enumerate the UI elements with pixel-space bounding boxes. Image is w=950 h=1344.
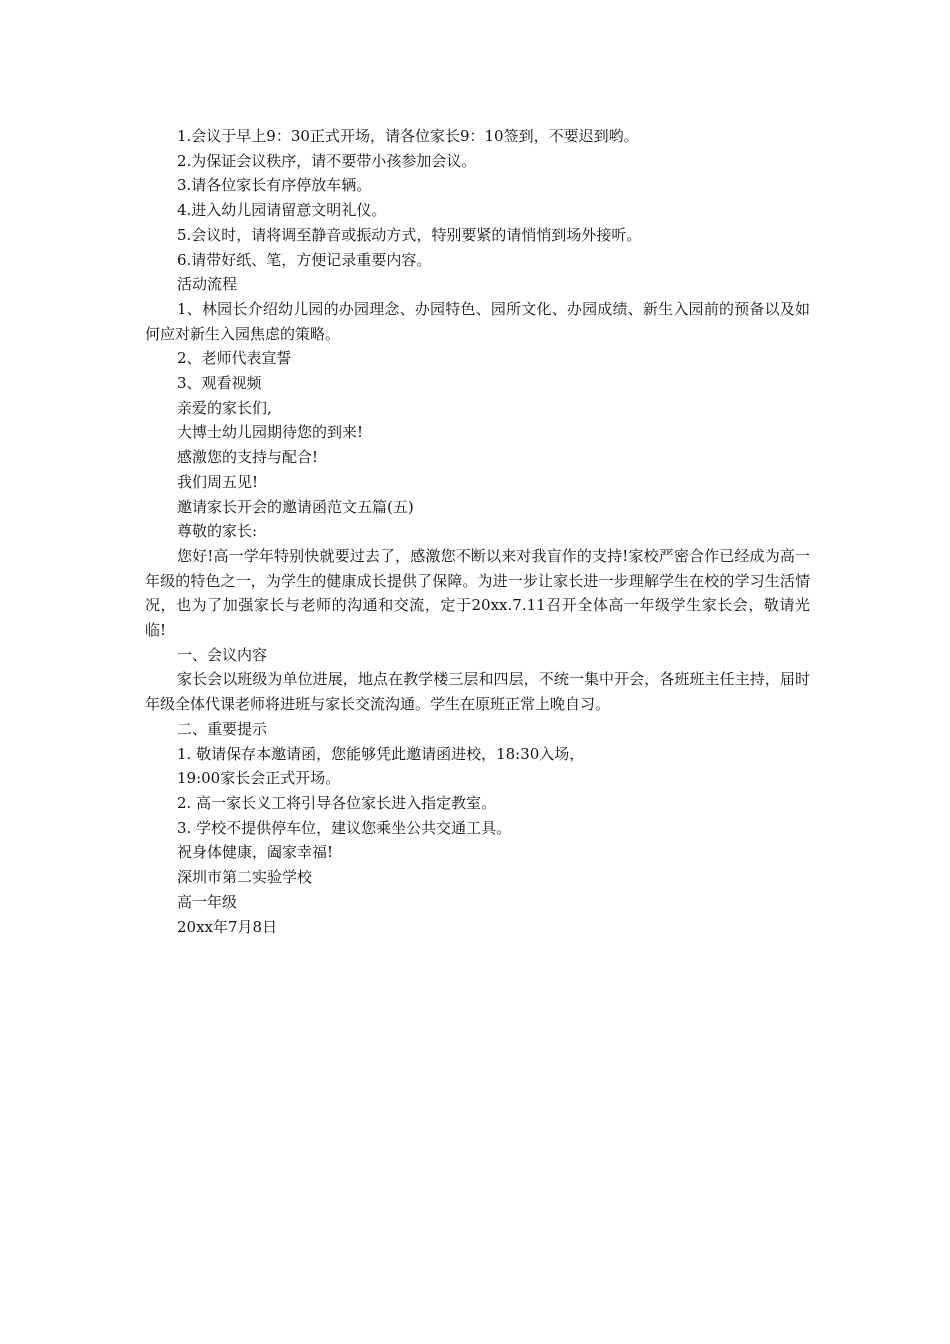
document-body xyxy=(145,124,810,939)
note-1: 1. 敬请保存本邀请函，您能够凭此邀请函进校，18:30入场， xyxy=(177,744,585,763)
paragraph-6: 6.请带好纸、笔，方便记录重要内容。 xyxy=(177,250,432,269)
section-heading-activity-flow: 活动流程 xyxy=(177,275,238,294)
closing-wish: 祝身体健康，阖家幸福! xyxy=(177,843,334,862)
paragraph-intro: 您好!高一学年特别快就要过去了，感激您不断以来对我盲作的支持!家校严密合作已经成为高一年级的特色之一，为学生的健康成长提供了保障。为进一步让家长进一步理解学生在校的学习生活情况，也为了加强家长与老师的沟通和交流，定于20xx.7.11召开全体高一年级学生家长会，敬请光临! xyxy=(145,546,810,640)
salutation: 尊敬的家长: xyxy=(177,522,258,541)
note-3: 3. 学校不提供停车位，建议您乘坐公共交通工具。 xyxy=(177,818,512,837)
article-title: 邀请家长开会的邀请函范文五篇(五) xyxy=(177,497,414,516)
signature-school: 深圳市第二实验学校 xyxy=(177,868,313,887)
signature-date: 20xx年7月8日 xyxy=(177,917,278,936)
paragraph-meeting-content: 家长会以班级为单位进展，地点在教学楼三层和四层，不统一集中开会，各班班主任主持，届时年级全体代课老师将进班与家长交流沟通。学生在原班正常上晚自习。 xyxy=(145,670,810,714)
paragraph-see-you: 我们周五见! xyxy=(177,472,259,491)
paragraph-2: 2.为保证会议秩序，请不要带小孩参加会议。 xyxy=(177,151,477,170)
section-heading-important-notes: 二、重要提示 xyxy=(177,719,268,738)
paragraph-thanks: 感激您的支持与配合! xyxy=(177,448,319,467)
signature-grade: 高一年级 xyxy=(177,892,238,911)
note-1-continued: 19:00家长会正式开场。 xyxy=(177,769,341,788)
section-heading-meeting-content: 一、会议内容 xyxy=(177,645,268,664)
paragraph-flow-3: 3、观看视频 xyxy=(177,374,262,393)
paragraph-4: 4.进入幼儿园请留意文明礼仪。 xyxy=(177,201,387,220)
greeting-parents: 亲爱的家长们, xyxy=(177,398,272,417)
note-2: 2. 高一家长义工将引导各位家长进入指定教室。 xyxy=(177,793,497,812)
paragraph-flow-2: 2、老师代表宣誓 xyxy=(177,349,292,368)
paragraph-flow-1: 1、林园长介绍幼儿园的办园理念、办园特色、园所文化、办园成绩、新生入园前的预备以及如何应对新生入园焦虑的策略。 xyxy=(145,299,810,343)
paragraph-3: 3.请各位家长有序停放车辆。 xyxy=(177,176,372,195)
paragraph-1: 1.会议于早上9：30正式开场，请各位家长9：10签到，不要迟到哟。 xyxy=(177,127,639,145)
paragraph-5: 5.会议时，请将调至静音或振动方式，特别要紧的请悄悄到场外接听。 xyxy=(177,225,642,244)
paragraph-welcome: 大博士幼儿园期待您的到来! xyxy=(177,423,364,442)
